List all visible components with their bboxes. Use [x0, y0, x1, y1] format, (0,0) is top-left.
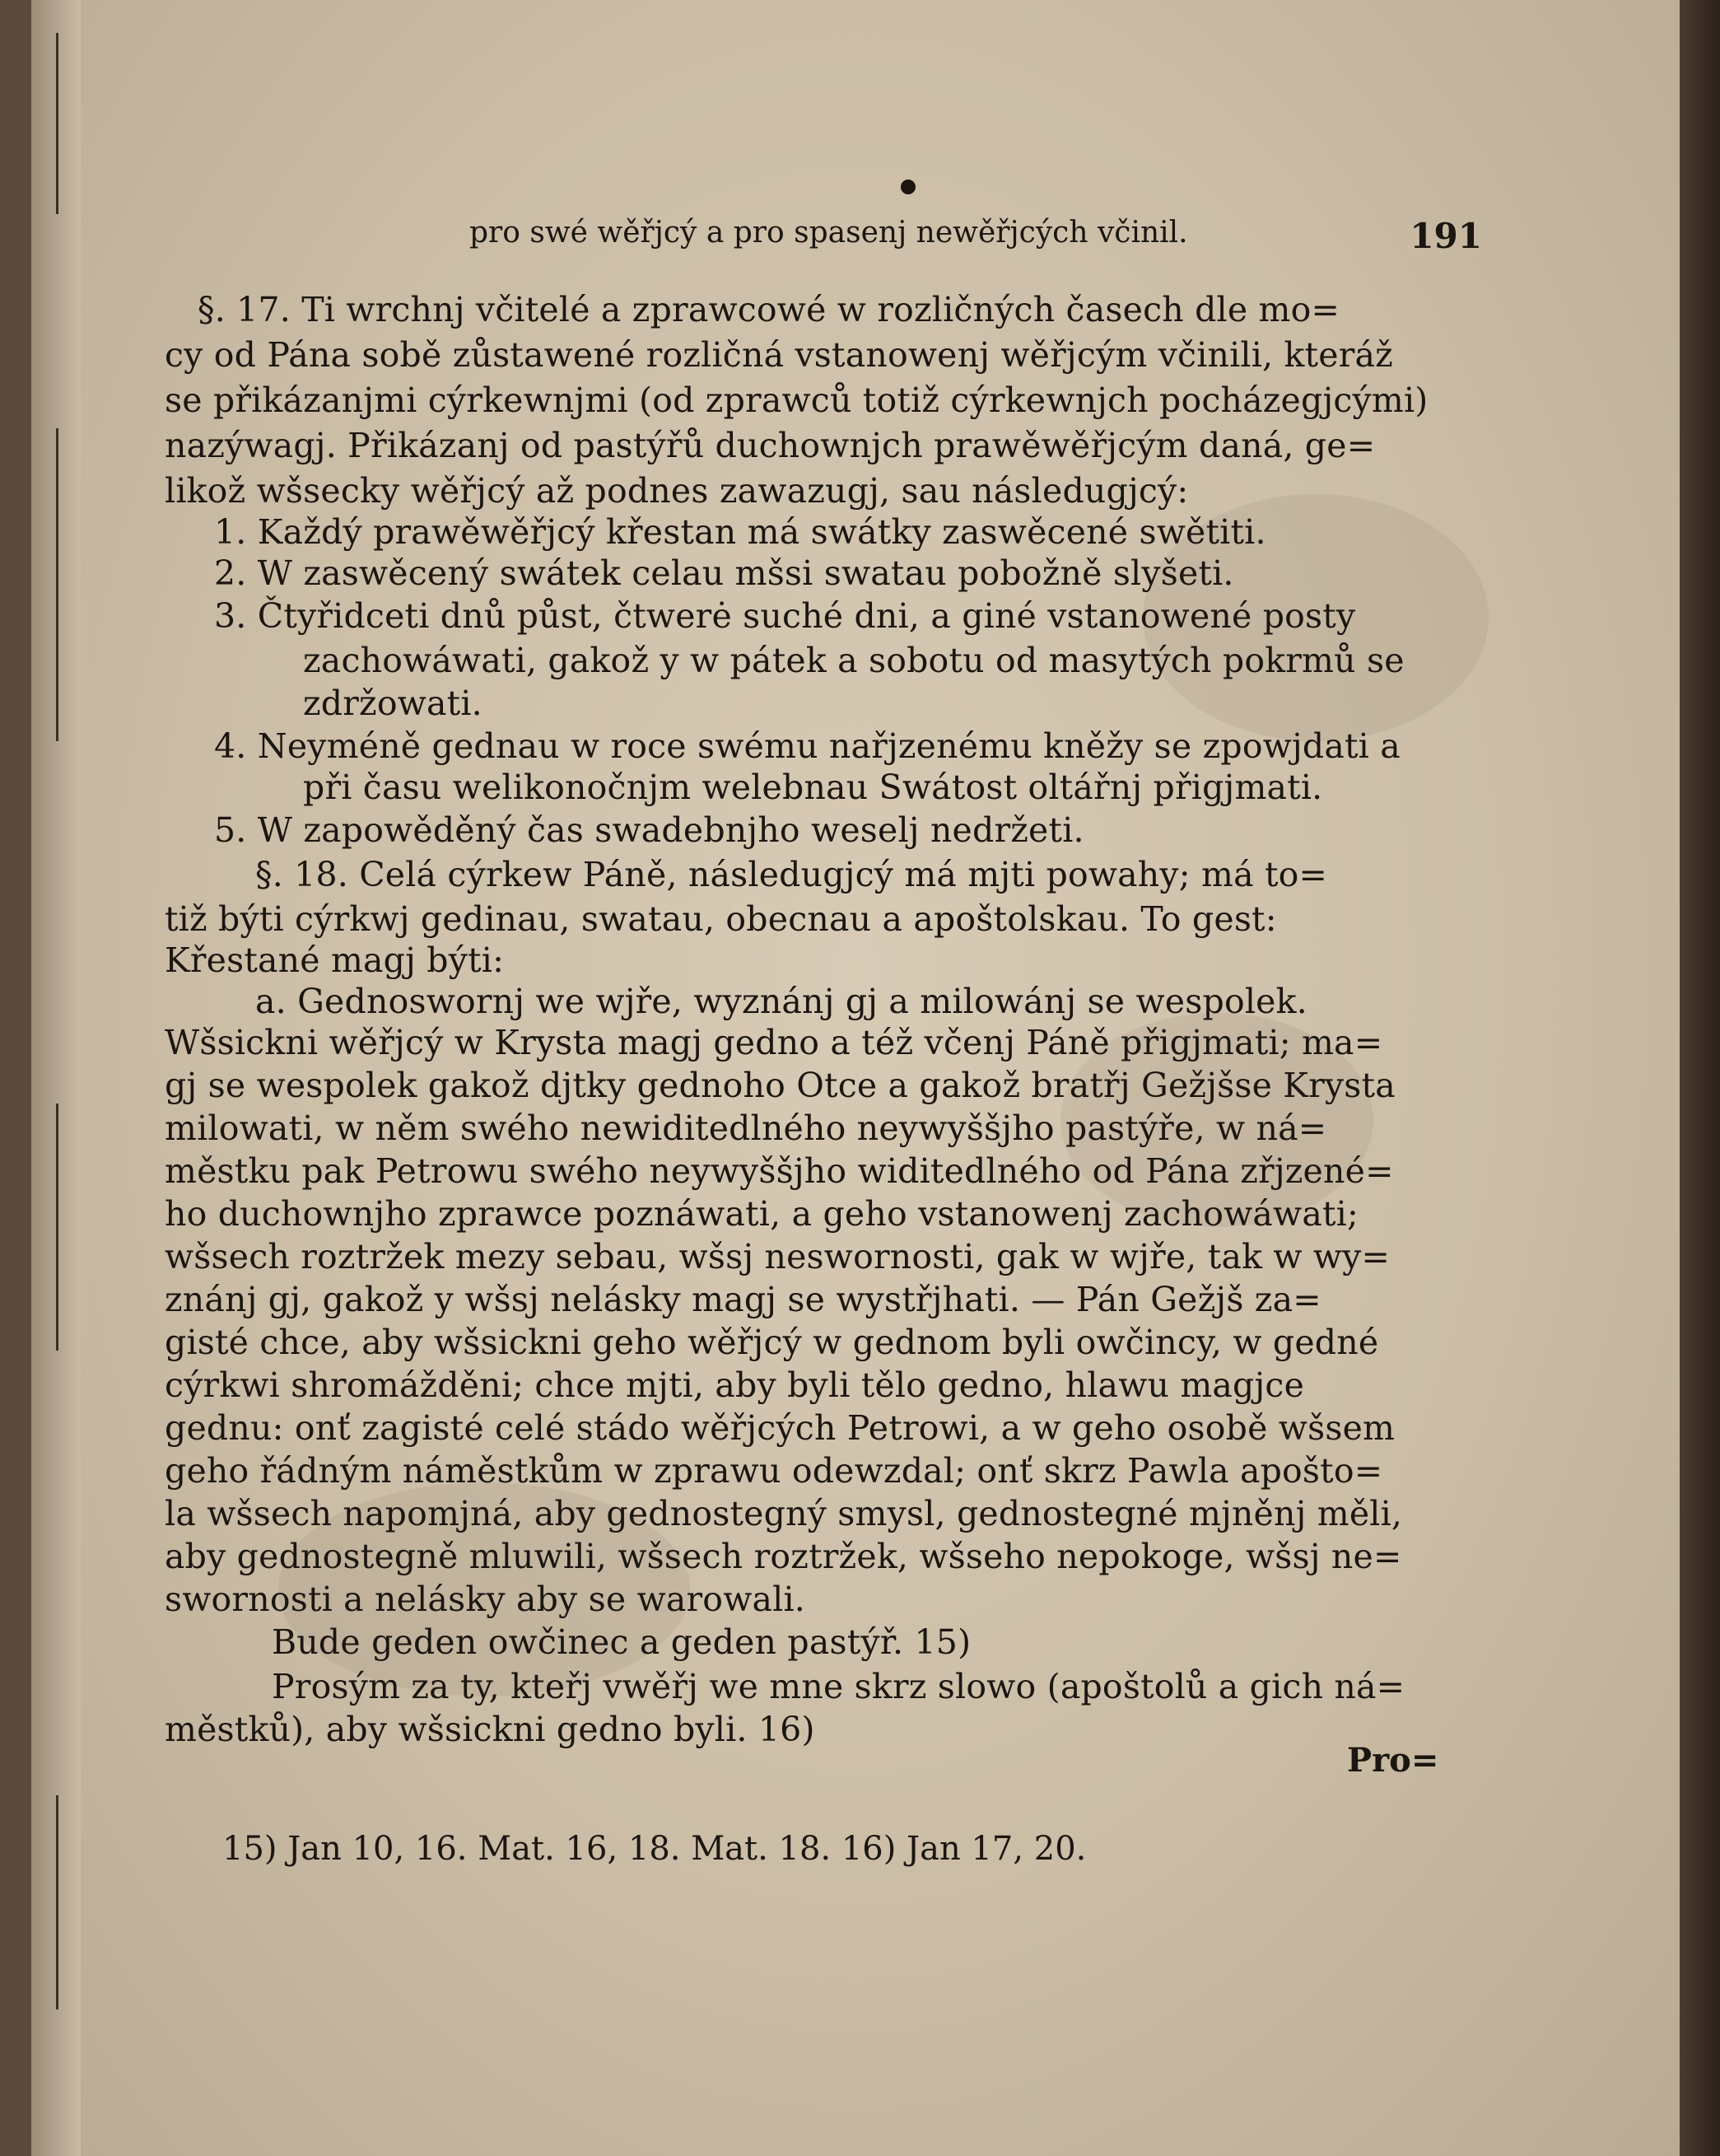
quotation-line: Bude geden owčinec a geden pastýř. 15): [272, 1622, 972, 1662]
text-line: §. 18. Celá cýrkew Páně, následugjcý má mjti powahy; má to=: [255, 855, 1328, 894]
text-line: a. Gednoswornj we wjře, wyznánj gj a milowánj se wespolek.: [255, 982, 1307, 1021]
text-line: geho řádným náměstkům w zprawu odewzdal; onť skrz Pawla apošto=: [165, 1451, 1383, 1491]
list-item: 4. Neyméně gednau w roce swému nařjzenému kněžy se zpowjdati a: [214, 726, 1401, 766]
text-line: nazýwagj. Přikázanj od pastýřů duchownjch prawěwěřjcým daná, ge=: [165, 426, 1376, 465]
text-line: zachowáwati, gakož y w pátek a sobotu od masytých pokrmů se: [303, 641, 1405, 680]
text-line: gj se wespolek gakož djtky gednoho Otce a gakož bratřj Gežjšse Krysta: [165, 1066, 1396, 1105]
gutter-mark: [56, 1104, 58, 1351]
text-line: §. 17. Ti wrchnj včitelé a zprawcowé w rozličných časech dle mo=: [198, 290, 1340, 329]
page-number: 191: [1410, 216, 1482, 256]
text-line: znánj gj, gakož y wšsj nelásky magj se wystřjhati. — Pán Gežjš za=: [165, 1280, 1321, 1319]
list-item: 3. Čtyřidceti dnů půst, čtwerė suché dni, a giné vstanowené posty: [214, 596, 1356, 636]
text-line: wšsech roztržek mezy sebau, wšsj neswornosti, gak w wjře, tak w wy=: [165, 1237, 1391, 1276]
text-line: la wšsech napomjná, aby gednostegný smysl, gednostegné mjněnj měli,: [165, 1494, 1403, 1533]
list-item: 1. Každý prawěwěřjcý křestan má swátky zaswěcené swětiti.: [214, 512, 1266, 552]
text-line: gednu: onť zagisté celé stádo wěřjcých Petrowi, a w geho osobě wšsem: [165, 1408, 1396, 1448]
gutter-mark: [56, 1795, 58, 2009]
footnotes: 15) Jan 10, 16. Mat. 16, 18. Mat. 18. 16) Jan 17, 20.: [222, 1830, 1087, 1868]
text-line: zdržowati.: [303, 684, 482, 723]
text-line: městku pak Petrowu swého neywyššjho widitedlného od Pána zřjzené=: [165, 1151, 1394, 1191]
text-line: ho duchownjho zprawce poznáwati, a geho vstanowenj zachowáwati;: [165, 1194, 1359, 1234]
text-line: při času welikonočnjm welebnau Swátost oltářnj přigjmati.: [303, 768, 1323, 807]
printer-dot: [901, 180, 916, 194]
text-line: Křestané magj býti:: [165, 940, 505, 980]
text-line: cýrkwi shromážděni; chce mjti, aby byli tělo gedno, hlawu magjce: [165, 1365, 1305, 1405]
list-item: 5. W zapowěděný čas swadebnjho weselj nedržeti.: [214, 810, 1084, 850]
text-line: likož wšsecky wěřjcý až podnes zawazugj, sau následugjcý:: [165, 471, 1189, 511]
running-title: pro swé wěřjcý a pro spasenj newěřjcých včinil.: [469, 216, 1188, 250]
text-line: se přikázanjmi cýrkewnjmi (od zprawců totiž cýrkewnjch pocházegjcými): [165, 380, 1429, 420]
text-line: Wšsickni wěřjcý w Krysta magj gedno a též včenj Páně přigjmati; ma=: [165, 1023, 1383, 1062]
text-line: milowati, w něm swého newiditedlného neywyššjho pastýře, w ná=: [165, 1108, 1327, 1148]
running-header: [469, 216, 1482, 257]
gutter-mark: [56, 428, 58, 741]
catchword: Pro=: [1347, 1741, 1439, 1780]
quotation-line: Prosým za ty, kteřj vwěřj we mne skrz slowo (apoštolů a gich ná=: [272, 1667, 1405, 1706]
text-line: aby gednostegně mluwili, wšsech roztržek, wšseho nepokoge, wšsj ne=: [165, 1537, 1402, 1576]
gutter-mark: [56, 33, 58, 214]
text-line: gisté chce, aby wšsickni geho wěřjcý w gednom byli owčincy, w gedné: [165, 1323, 1379, 1362]
text-line: tiž býti cýrkwj gedinau, swatau, obecnau a apoštolskau. To gest:: [165, 899, 1277, 939]
list-item: 2. W zaswěcený swátek celau mšsi swatau pobožně slyšeti.: [214, 553, 1234, 593]
page-edge-shadow: [1680, 0, 1720, 2156]
text-line: swornosti a nelásky aby se warowali.: [165, 1580, 805, 1619]
text-line: městků), aby wšsickni gedno byli. 16): [165, 1710, 815, 1749]
text-line: cy od Pána sobě zůstawené rozličná vstanowenj wěřjcým včinili, kteráž: [165, 335, 1393, 375]
